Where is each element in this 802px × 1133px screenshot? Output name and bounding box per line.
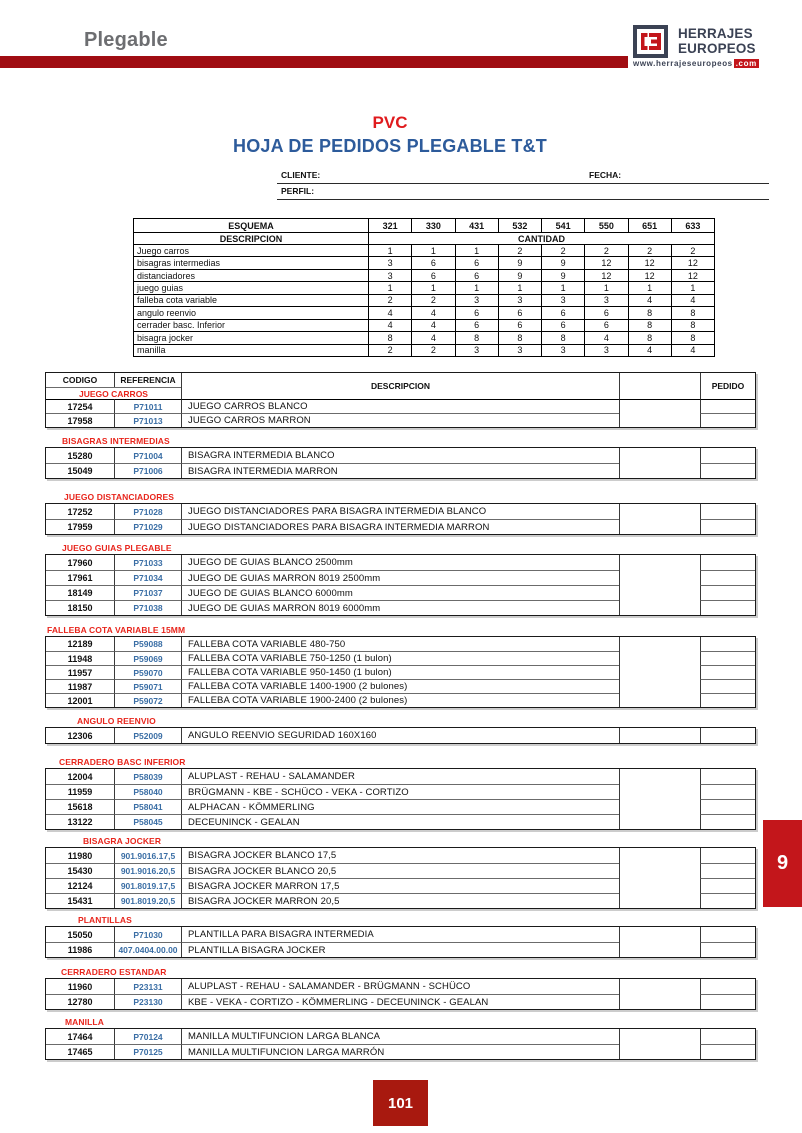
descripcion-cell: JUEGO CARROS MARRON — [181, 413, 619, 427]
descripcion-cell: MANILLA MULTIFUNCION LARGA BLANCA — [181, 1029, 619, 1044]
codigo-cell: 12004 — [67, 771, 93, 782]
notes-cell — [619, 448, 700, 478]
schema-value-cell: 4 — [671, 294, 714, 306]
schema-value-cell: 4 — [628, 344, 671, 356]
pedido-cell[interactable] — [700, 1044, 755, 1059]
schema-value-cell: 4 — [584, 331, 627, 343]
referencia-cell: P71033 — [114, 555, 181, 570]
codigo-cell: 12124 — [46, 878, 114, 893]
referencia-cell: 901.9016.17,5 — [114, 848, 181, 863]
referencia-cell: P58039 — [114, 769, 181, 784]
referencia-cell: P23130 — [114, 994, 181, 1009]
section-label-juego-distanciadores: JUEGO DISTANCIADORES — [64, 492, 174, 502]
schema-value-cell: 6 — [455, 256, 498, 268]
codigo-cell: 11987 — [46, 679, 114, 693]
header-rule — [0, 56, 628, 68]
schema-value-cell: 2 — [368, 294, 411, 306]
schema-col-330: 330 — [411, 219, 454, 232]
schema-value-cell: 3 — [455, 344, 498, 356]
schema-row-label: bisagra jocker — [134, 331, 368, 343]
descripcion-cell: PLANTILLA PARA BISAGRA INTERMEDIA — [181, 927, 619, 942]
schema-value-cell: 8 — [455, 331, 498, 343]
schema-value-cell: 8 — [628, 331, 671, 343]
schema-value-cell: 2 — [411, 294, 454, 306]
descripcion-cell: JUEGO DE GUIAS BLANCO 2500mm — [181, 555, 619, 570]
section-label-juego-carros: JUEGO CARROS — [46, 387, 181, 399]
codigo-cell: 11986 — [46, 942, 114, 957]
schema-value-cell: 8 — [671, 306, 714, 318]
schema-value-cell: 2 — [411, 344, 454, 356]
schema-value-cell: 3 — [498, 344, 541, 356]
codigo-cell: 12306 — [67, 730, 93, 741]
section-table-juego-carros — [45, 372, 756, 428]
referencia-cell: 901.8019.20,5 — [114, 893, 181, 908]
referencia-cell: P71038 — [114, 600, 181, 615]
descripcion-cell: PLANTILLA BISAGRA JOCKER — [181, 942, 619, 957]
pedido-header: PEDIDO — [700, 373, 755, 399]
pedido-cell[interactable] — [700, 463, 755, 478]
pedido-cell[interactable] — [700, 665, 755, 679]
schema-value-cell: 6 — [455, 319, 498, 331]
schema-value-cell: 3 — [584, 344, 627, 356]
codigo-cell: 17960 — [67, 557, 93, 568]
schema-value-cell: 8 — [671, 331, 714, 343]
schema-value-cell: 1 — [411, 281, 454, 293]
notes-cell — [619, 504, 700, 534]
notes-cell — [619, 927, 700, 957]
codigo-cell: 18149 — [46, 585, 114, 600]
section-label-plantillas: PLANTILLAS — [78, 915, 132, 925]
codigo-cell: 15430 — [46, 863, 114, 878]
page-number: 101 — [373, 1080, 428, 1126]
pedido-cell[interactable] — [700, 728, 755, 743]
schema-value-cell: 6 — [541, 306, 584, 318]
descripcion-cell: ALPHACAN - KÖMMERLING — [181, 799, 619, 814]
descripcion-cell: JUEGO DISTANCIADORES PARA BISAGRA INTERMEDIA MARRON — [181, 519, 619, 534]
schema-value-cell: 3 — [368, 256, 411, 268]
schema-value-cell: 9 — [498, 256, 541, 268]
descripcion-cell: FALLEBA COTA VARIABLE 1400-1900 (2 bulones) — [181, 679, 619, 693]
schema-value-cell: 6 — [498, 306, 541, 318]
codigo-cell: 15618 — [46, 799, 114, 814]
pedido-cell[interactable] — [700, 504, 755, 519]
schema-row-label: falleba cota variable — [134, 294, 368, 306]
schema-value-cell: 2 — [628, 244, 671, 256]
pedido-cell[interactable] — [700, 651, 755, 665]
schema-value-cell: 9 — [541, 256, 584, 268]
pedido-cell[interactable] — [700, 814, 755, 829]
descripcion-cell: ANGULO REENVIO SEGURIDAD 160X160 — [181, 728, 619, 743]
section-table-juego-distanciadores — [45, 503, 756, 535]
schema-value-cell: 1 — [541, 281, 584, 293]
codigo-cell: 11959 — [46, 784, 114, 799]
referencia-cell: P59072 — [114, 693, 181, 707]
referencia-cell: P71013 — [114, 413, 181, 427]
section-table-cerradero-basc-inferior — [45, 768, 756, 830]
schema-value-cell: 12 — [584, 269, 627, 281]
schema-col-321: 321 — [368, 219, 411, 232]
section-table-falleba-cota-variable-15mm — [45, 636, 756, 708]
referencia-cell: P70124 — [114, 1029, 181, 1044]
schema-value-cell: 1 — [368, 281, 411, 293]
pedido-cell[interactable] — [700, 893, 755, 908]
descripcion-cell: BISAGRA INTERMEDIA BLANCO — [181, 448, 619, 463]
schema-value-cell: 6 — [455, 269, 498, 281]
referencia-cell: P52009 — [114, 728, 181, 743]
descripcion-cell: FALLEBA COTA VARIABLE 950-1450 (1 bulon) — [181, 665, 619, 679]
logo-wordmark — [678, 26, 756, 56]
schema-value-cell: 8 — [628, 319, 671, 331]
schema-row-label: cerrader basc. Inferior — [134, 319, 368, 331]
schema-row-label: distanciadores — [134, 269, 368, 281]
referencia-cell: P71029 — [114, 519, 181, 534]
descripcion-header: DESCRIPCION — [181, 373, 619, 399]
codigo-cell: 17254 — [46, 399, 114, 413]
schema-row-label: bisagras intermedias — [134, 256, 368, 268]
referencia-cell: P58040 — [114, 784, 181, 799]
codigo-cell: 11960 — [67, 981, 93, 992]
schema-col-431: 431 — [455, 219, 498, 232]
pedido-cell[interactable] — [700, 927, 755, 942]
pedido-cell[interactable] — [700, 848, 755, 863]
section-table-manilla — [45, 1028, 756, 1060]
pedido-cell[interactable] — [700, 799, 755, 814]
schema-value-cell: 4 — [368, 306, 411, 318]
schema-row-label: manilla — [134, 344, 368, 356]
descripcion-cell: FALLEBA COTA VARIABLE 480-750 — [181, 637, 619, 651]
codigo-cell: 17958 — [46, 413, 114, 427]
referencia-cell: P59070 — [114, 665, 181, 679]
schema-value-cell: 3 — [584, 294, 627, 306]
referencia-cell: P59069 — [114, 651, 181, 665]
pedido-cell[interactable] — [700, 878, 755, 893]
schema-row-label: angulo reenvio — [134, 306, 368, 318]
referencia-cell: P71011 — [114, 399, 181, 413]
codigo-cell: 17464 — [67, 1031, 93, 1042]
descripcion-cell: BISAGRA JOCKER MARRON 20,5 — [181, 893, 619, 908]
schema-value-cell: 4 — [411, 319, 454, 331]
schema-corner-label: ESQUEMA — [228, 220, 274, 231]
schema-value-cell: 1 — [628, 281, 671, 293]
section-label-bisagras-intermedias: BISAGRAS INTERMEDIAS — [62, 436, 170, 446]
schema-value-cell: 9 — [498, 269, 541, 281]
descripcion-cell: ALUPLAST - REHAU - SALAMANDER - BRÜGMANN - SCHÜCO — [181, 979, 619, 994]
schema-value-cell: 12 — [584, 256, 627, 268]
referencia-cell: 407.0404.00.00 — [114, 942, 181, 957]
schema-value-cell: 4 — [411, 306, 454, 318]
section-table-angulo-reenvio — [45, 727, 756, 744]
referencia-cell: P23131 — [114, 979, 181, 994]
referencia-cell: 901.9016.20,5 — [114, 863, 181, 878]
schema-value-cell: 6 — [498, 319, 541, 331]
pedido-cell[interactable] — [700, 448, 755, 463]
codigo-cell: 18150 — [46, 600, 114, 615]
referencia-header: REFERENCIA — [114, 373, 181, 387]
pedido-cell[interactable] — [700, 585, 755, 600]
descripcion-cell: JUEGO DE GUIAS MARRON 8019 6000mm — [181, 600, 619, 615]
herrajes-europeos-icon — [632, 24, 670, 60]
schema-cantidad-label: CANTIDAD — [368, 232, 714, 244]
section-table-plantillas — [45, 926, 756, 958]
descripcion-cell: BISAGRA INTERMEDIA MARRON — [181, 463, 619, 478]
referencia-cell: P58041 — [114, 799, 181, 814]
section-label-angulo-reenvio: ANGULO REENVIO — [77, 716, 156, 726]
descripcion-cell: JUEGO DE GUIAS BLANCO 6000mm — [181, 585, 619, 600]
notes-cell — [619, 555, 700, 615]
pedido-cell[interactable] — [700, 769, 755, 784]
schema-value-cell: 1 — [671, 281, 714, 293]
referencia-cell: P71004 — [114, 448, 181, 463]
codigo-cell: 15280 — [67, 450, 93, 461]
schema-col-541: 541 — [541, 219, 584, 232]
referencia-cell: 901.8019.17,5 — [114, 878, 181, 893]
logo-line2: EUROPEOS — [678, 40, 756, 56]
descripcion-cell: ALUPLAST - REHAU - SALAMANDER — [181, 769, 619, 784]
chapter-tab: 9 — [763, 820, 802, 907]
schema-value-cell: 4 — [368, 319, 411, 331]
descripcion-cell: JUEGO CARROS BLANCO — [181, 399, 619, 413]
schema-value-cell: 2 — [498, 244, 541, 256]
pedido-cell[interactable] — [700, 693, 755, 707]
pedido-cell[interactable] — [700, 413, 755, 427]
notes-header-cell — [619, 373, 700, 399]
form-title: HOJA DE PEDIDOS PLEGABLE T&T — [233, 136, 547, 156]
logo-url-com-badge: .com — [735, 59, 757, 68]
schema-value-cell: 6 — [411, 256, 454, 268]
schema-value-cell: 4 — [411, 331, 454, 343]
pedido-cell[interactable] — [700, 1029, 755, 1044]
descripcion-cell: BISAGRA JOCKER BLANCO 17,5 — [181, 848, 619, 863]
pedido-cell[interactable] — [700, 942, 755, 957]
schema-row-label: Juego carros — [134, 244, 368, 256]
schema-value-cell: 4 — [671, 344, 714, 356]
logo-line1: HERRAJES — [678, 25, 753, 41]
referencia-cell: P59088 — [114, 637, 181, 651]
descripcion-cell: JUEGO DISTANCIADORES PARA BISAGRA INTERMEDIA BLANCO — [181, 504, 619, 519]
schema-col-633: 633 — [671, 219, 714, 232]
section-label-falleba-cota-variable-15mm: FALLEBA COTA VARIABLE 15MM — [47, 625, 186, 635]
fecha-label: FECHA: — [589, 170, 622, 180]
schema-value-cell: 12 — [671, 256, 714, 268]
codigo-cell: 12001 — [46, 693, 114, 707]
schema-value-cell: 12 — [628, 269, 671, 281]
schema-value-cell: 12 — [628, 256, 671, 268]
schema-descripcion-label: DESCRIPCION — [134, 232, 368, 244]
schema-value-cell: 8 — [368, 331, 411, 343]
schema-value-cell: 1 — [368, 244, 411, 256]
referencia-cell: P71030 — [114, 927, 181, 942]
codigo-cell: 17252 — [67, 506, 93, 517]
descripcion-cell: FALLEBA COTA VARIABLE 1900-2400 (2 bulones) — [181, 693, 619, 707]
schema-value-cell: 9 — [541, 269, 584, 281]
notes-cell — [619, 1029, 700, 1059]
cliente-label: CLIENTE: — [281, 170, 321, 180]
codigo-cell: 17465 — [46, 1044, 114, 1059]
notes-cell — [619, 769, 700, 829]
schema-col-532: 532 — [498, 219, 541, 232]
section-label-cerradero-basc-inferior: CERRADERO BASC INFERIOR — [59, 757, 186, 767]
schema-col-550: 550 — [584, 219, 627, 232]
codigo-cell: 15431 — [46, 893, 114, 908]
pedido-cell[interactable] — [700, 600, 755, 615]
schema-value-cell: 4 — [628, 294, 671, 306]
schema-value-cell: 3 — [541, 344, 584, 356]
referencia-cell: P71034 — [114, 570, 181, 585]
pedido-cell[interactable] — [700, 555, 755, 570]
schema-value-cell: 1 — [411, 244, 454, 256]
schema-value-cell: 8 — [628, 306, 671, 318]
notes-cell — [619, 848, 700, 908]
referencia-cell: P59071 — [114, 679, 181, 693]
referencia-cell: P71006 — [114, 463, 181, 478]
descripcion-cell: BISAGRA JOCKER MARRON 17,5 — [181, 878, 619, 893]
pedido-cell[interactable] — [700, 399, 755, 413]
notes-cell — [619, 399, 700, 427]
schema-value-cell: 6 — [455, 306, 498, 318]
notes-cell — [619, 637, 700, 707]
schema-value-cell: 3 — [498, 294, 541, 306]
referencia-cell: P71037 — [114, 585, 181, 600]
schema-value-cell: 6 — [584, 306, 627, 318]
codigo-cell: 15050 — [67, 929, 93, 940]
descripcion-cell: KBE - VEKA - CORTIZO - KÖMMERLING - DECEUNINCK - GEALAN — [181, 994, 619, 1009]
descripcion-cell: DECEUNINCK - GEALAN — [181, 814, 619, 829]
schema-value-cell: 8 — [498, 331, 541, 343]
section-table-bisagra-jocker — [45, 847, 756, 909]
material-title: PVC — [372, 113, 408, 132]
codigo-cell: 11980 — [67, 850, 93, 861]
section-table-juego-guias-plegable — [45, 554, 756, 616]
schema-quantity-table — [133, 218, 715, 357]
notes-cell — [619, 728, 700, 743]
referencia-cell: P58045 — [114, 814, 181, 829]
schema-value-cell: 2 — [541, 244, 584, 256]
pedido-cell[interactable] — [700, 519, 755, 534]
codigo-cell: 11948 — [46, 651, 114, 665]
logo-url — [633, 59, 759, 68]
section-table-cerradero-estandar — [45, 978, 756, 1010]
descripcion-cell: MANILLA MULTIFUNCION LARGA MARRÓN — [181, 1044, 619, 1059]
cliente-input-line[interactable] — [277, 183, 769, 184]
schema-value-cell: 3 — [541, 294, 584, 306]
notes-cell — [619, 979, 700, 1009]
descripcion-cell: BISAGRA JOCKER BLANCO 20,5 — [181, 863, 619, 878]
section-label-cerradero-estandar: CERRADERO ESTANDAR — [61, 967, 167, 977]
perfil-input-line[interactable] — [277, 199, 769, 200]
pedido-cell[interactable] — [700, 979, 755, 994]
pedido-cell[interactable] — [700, 994, 755, 1009]
section-label-bisagra-jocker: BISAGRA JOCKER — [83, 836, 162, 846]
pedido-cell[interactable] — [700, 570, 755, 585]
pedido-cell[interactable] — [700, 679, 755, 693]
schema-value-cell: 6 — [584, 319, 627, 331]
schema-value-cell: 8 — [671, 319, 714, 331]
section-table-bisagras-intermedias — [45, 447, 756, 479]
schema-value-cell: 6 — [541, 319, 584, 331]
codigo-cell: 12780 — [46, 994, 114, 1009]
pedido-cell[interactable] — [700, 637, 755, 651]
codigo-cell: 15049 — [46, 463, 114, 478]
referencia-cell: P70125 — [114, 1044, 181, 1059]
codigo-header: CODIGO — [62, 375, 98, 385]
page-title: Plegable — [84, 29, 168, 51]
logo-url-text: www.herrajeseuropeos — [633, 59, 733, 68]
codigo-cell: 11957 — [46, 665, 114, 679]
descripcion-cell: JUEGO DE GUIAS MARRON 8019 2500mm — [181, 570, 619, 585]
perfil-label: PERFIL: — [281, 186, 315, 196]
schema-col-651: 651 — [628, 219, 671, 232]
codigo-cell: 17961 — [46, 570, 114, 585]
schema-value-cell: 12 — [671, 269, 714, 281]
pedido-cell[interactable] — [700, 863, 755, 878]
schema-value-cell: 8 — [541, 331, 584, 343]
schema-value-cell: 1 — [584, 281, 627, 293]
schema-value-cell: 2 — [671, 244, 714, 256]
schema-row-label: juego guias — [134, 281, 368, 293]
referencia-cell: P71028 — [114, 504, 181, 519]
schema-value-cell: 2 — [584, 244, 627, 256]
codigo-cell: 13122 — [46, 814, 114, 829]
codigo-cell: 12189 — [67, 639, 93, 649]
schema-value-cell: 3 — [455, 294, 498, 306]
schema-value-cell: 1 — [455, 244, 498, 256]
codigo-cell: 17959 — [46, 519, 114, 534]
pedido-cell[interactable] — [700, 784, 755, 799]
section-label-juego-guias-plegable: JUEGO GUIAS PLEGABLE — [62, 543, 172, 553]
schema-value-cell: 1 — [455, 281, 498, 293]
schema-value-cell: 1 — [498, 281, 541, 293]
descripcion-cell: BRÜGMANN - KBE - SCHÜCO - VEKA - CORTIZO — [181, 784, 619, 799]
schema-value-cell: 6 — [411, 269, 454, 281]
schema-value-cell: 2 — [368, 344, 411, 356]
descripcion-cell: FALLEBA COTA VARIABLE 750-1250 (1 bulon) — [181, 651, 619, 665]
schema-value-cell: 3 — [368, 269, 411, 281]
section-label-manilla: MANILLA — [65, 1017, 104, 1027]
